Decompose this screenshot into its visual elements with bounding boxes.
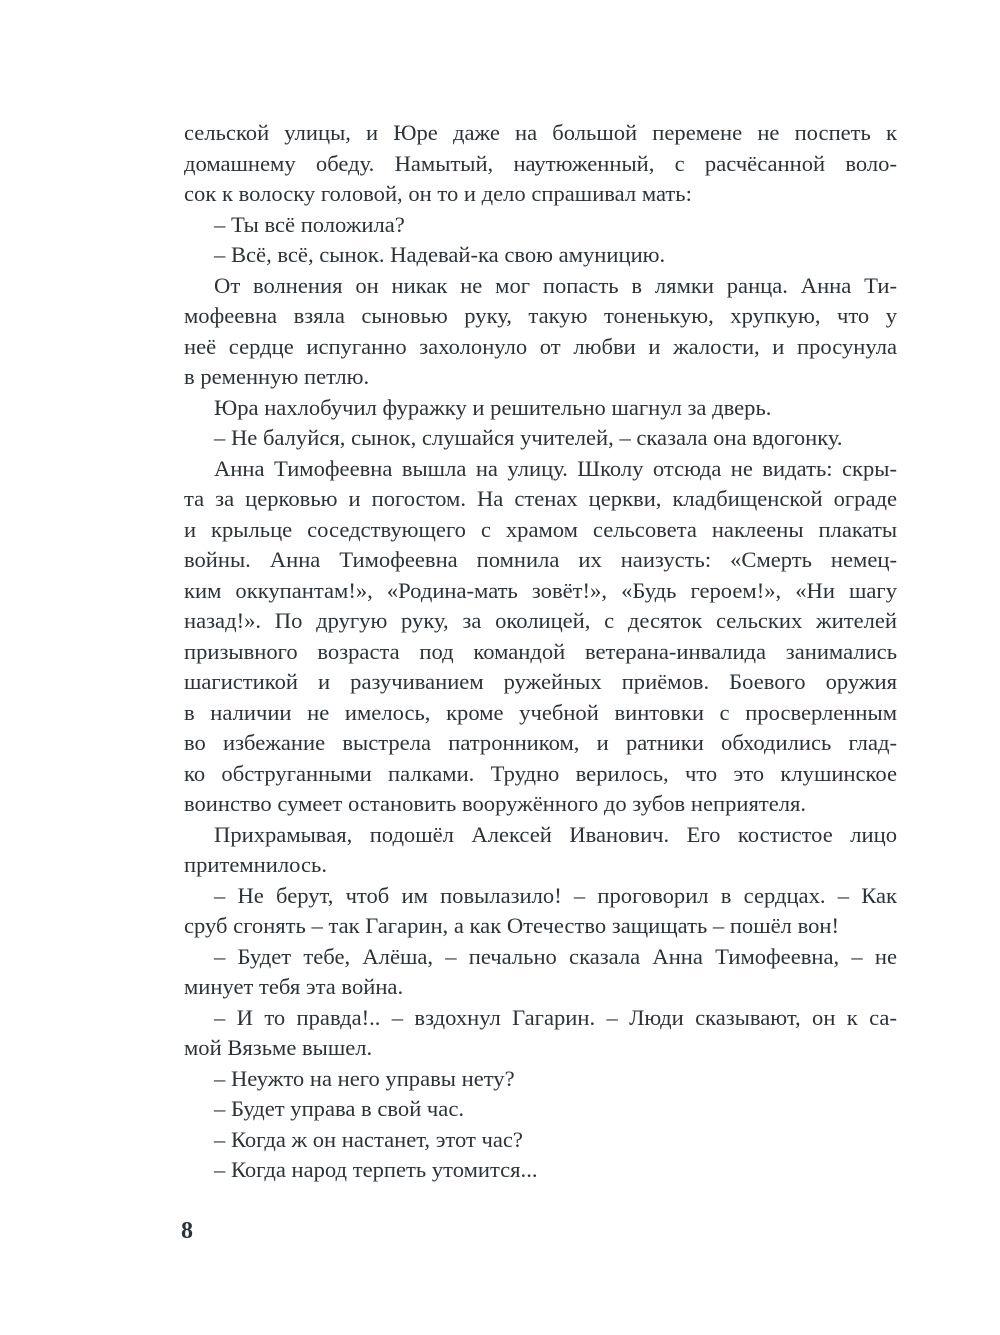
text-line: притемнилось.: [184, 852, 327, 877]
text-line: сок к волоску головой, он то и дело спрашивал мать:: [184, 181, 692, 206]
text-line: войны. Анна Тимофеевна помнила их наизусть: «Смерть немец-: [184, 547, 897, 572]
book-page-text: [184, 118, 897, 1186]
text-line: – Ты всё положила?: [214, 211, 405, 237]
text-line: и крыльце соседствующего с храмом сельсовета наклеены плакаты: [184, 516, 897, 542]
text-line: Прихрамывая, подошёл Алексей Иванович. Его костистое лицо: [214, 821, 897, 847]
text-line: в наличии не имелось, кроме учебной винтовки с просверленным: [184, 699, 897, 725]
text-line: шагистикой и разучиванием ружейных приёмов. Боевого оружия: [184, 669, 897, 694]
text-line: минует тебя эта война.: [184, 974, 404, 999]
text-line: та за церковью и погостом. На стенах церкви, кладбищенской ограде: [184, 486, 897, 511]
paragraph: [184, 210, 897, 241]
text-line: ким оккупантам!», «Родина-мать зовёт!», «Будь героем!», «Ни шагу: [184, 577, 897, 603]
text-line: – Будет управа в свой час.: [214, 1096, 464, 1121]
text-line: призывного возраста под командой ветерана-инвалида занимались: [184, 638, 897, 664]
paragraph: [184, 1125, 897, 1156]
paragraph: [184, 240, 897, 271]
paragraph: [184, 1003, 897, 1064]
text-line: От волнения он никак не мог попасть в лямки ранца. Анна Ти-: [214, 272, 897, 298]
text-line: воинство сумеет остановить вооружённого до зубов неприятеля.: [184, 791, 807, 816]
text-line: в ременную петлю.: [184, 364, 370, 389]
paragraph: [184, 118, 897, 210]
paragraph: [184, 393, 897, 424]
page-number: 8: [181, 1218, 193, 1244]
paragraph: [184, 1064, 897, 1095]
text-line: мофеевна взяла сыновью руку, такую тоненькую, хрупкую, что у: [184, 303, 897, 328]
text-line: домашнему обеду. Намытый, наутюженный, с расчёсанной воло-: [184, 150, 897, 176]
text-line: – И то правда!.. – вздохнул Гагарин. – Люди сказывают, он к са-: [214, 1004, 897, 1030]
text-line: сельской улицы, и Юре даже на большой перемене не поспеть к: [184, 120, 897, 145]
text-line: неё сердце испуганно захолонуло от любви и жалости, и просунула: [184, 333, 897, 359]
paragraph: [184, 881, 897, 942]
paragraph: [184, 454, 897, 820]
paragraph: [184, 271, 897, 393]
text-line: – Будет тебе, Алёша, – печально сказала Анна Тимофеевна, – не: [214, 943, 897, 969]
text-line: ко обструганными палками. Трудно верилось, что это клушинское: [184, 760, 897, 786]
text-line: – Неужто на него управы нету?: [214, 1065, 515, 1091]
text-line: мой Вязьме вышел.: [184, 1035, 373, 1060]
text-line: – Не берут, чтоб им повылазило! – проговорил в сердцах. – Как: [214, 882, 897, 908]
text-line: во избежание выстрела патронником, и ратники обходились глад-: [184, 730, 897, 755]
text-line: – Когда ж он настанет, этот час?: [214, 1126, 523, 1152]
text-line: сруб сгонять – так Гагарин, а как Отечество защищать – пошёл вон!: [184, 913, 840, 938]
paragraph: [184, 820, 897, 881]
text-line: назад!». По другую руку, за околицей, с десяток сельских жителей: [184, 608, 897, 633]
paragraph: [184, 942, 897, 1003]
text-line: Анна Тимофеевна вышла на улицу. Школу отсюда не видать: скры-: [214, 455, 897, 481]
paragraph: [184, 1155, 897, 1186]
paragraph: [184, 1094, 897, 1125]
text-line: – Всё, всё, сынок. Надевай-ка свою амуницию.: [214, 242, 666, 267]
paragraph: [184, 423, 897, 454]
text-line: – Когда народ терпеть утомится...: [214, 1157, 538, 1182]
text-line: – Не балуйся, сынок, слушайся учителей, – сказала она вдогонку.: [214, 425, 843, 450]
text-line: Юра нахлобучил фуражку и решительно шагнул за дверь.: [214, 394, 772, 420]
